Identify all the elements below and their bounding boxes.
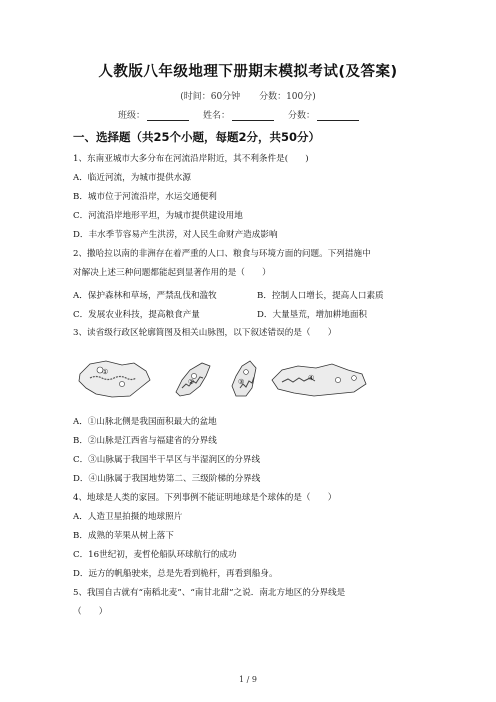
section-title: 一、选择题（共25个小题，每题2分，共50分） [73,130,321,144]
map-label-3: ③ [238,378,245,386]
map-label-2: ② [188,378,195,386]
q1-option-d: D．丰水季节容易产生洪涝，对人民生命财产造成影响 [73,230,278,240]
q3-option-a: A．①山脉北侧是我国面积最大的盆地 [73,417,217,427]
q3-stem: 3、读省级行政区轮廓简图及相关山脉图，以下叙述错误的是（ ） [73,328,337,338]
score-label: 分数： [288,111,316,121]
province-map-3 [232,361,256,396]
q2-option-b: B．控制人口增长，提高人口素质 [257,291,384,301]
page-number: 1 / 9 [239,675,257,684]
q3-option-d: D．④山脉属于我国地势第二、三级阶梯的分界线 [73,474,261,484]
exam-score: 分数：100分) [259,92,316,102]
q3-option-b: B．②山脉是江西省与福建省的分界线 [73,436,217,446]
q2-option-d: D．大量垦荒，增加耕地面积 [257,310,368,320]
class-label: 班级： [118,111,146,121]
student-info-fields [118,108,359,121]
q1-option-c: C．河流沿岸地形平坦，为城市提供建设用地 [73,211,243,221]
q1-option-a: A．临近河流，为城市提供水源 [73,173,191,183]
exam-time: (时间：60分钟 [180,92,241,102]
province-map-2 [176,363,210,396]
q1-stem: 1、东南亚城市大多分布在河流沿岸附近，其不利条件是( ) [73,154,309,164]
q2-options-row2 [73,308,368,320]
q2-option-c: C．发展农业科技，提高粮食产量 [73,310,200,320]
q2-options-row1 [73,289,384,301]
q1-option-b: B．城市位于河流沿岸，水运交通便利 [73,192,217,202]
q4-stem: 4、地球是人类的家园。下列事例不能证明地球是个球体的是（ ） [73,493,337,503]
name-field[interactable] [203,108,274,121]
q2-stem-line1: 2、撒哈拉以南的非洲存在着严重的人口、粮食与环境方面的问题。下列措施中 [73,249,371,259]
province-maps-figure [76,358,370,400]
q4-option-b: B．成熟的苹果从树上落下 [73,531,174,541]
province-map-4 [272,364,366,396]
q2-option-a: A．保护森林和草场，严禁乱伐和滥牧 [73,291,217,301]
name-blank[interactable] [232,111,274,121]
page-title: 人教版八年级地理下册期末模拟考试(及答案) [98,64,398,80]
q5-stem-line2: （ ） [73,607,108,617]
map-label-1: ① [102,368,109,376]
q3-option-c: C．③山脉属于我国半干旱区与半湿润区的分界线 [73,455,261,465]
province-map-1 [79,361,150,397]
q5-stem-line1: 5、我国自古就有“南稻北麦”、“南甘北甜”之说．南北方地区的分界线是 [73,588,346,598]
q4-option-d: D．远方的帆船驶来，总是先看到桅杆，再看到船身。 [73,569,278,579]
name-label: 姓名： [203,111,231,121]
class-blank[interactable] [147,111,189,121]
q4-option-a: A．人造卫星拍摄的地球照片 [73,512,183,522]
class-field[interactable] [118,108,189,121]
q4-option-c: C．16世纪初，麦哲伦船队环球航行的成功 [73,550,237,560]
q2-stem-line2: 对解决上述三种问题都能起到显著作用的是（ ） [73,268,271,278]
map-label-4: ④ [308,374,315,382]
exam-info [0,89,496,102]
score-field[interactable] [288,108,359,121]
score-blank[interactable] [317,111,359,121]
